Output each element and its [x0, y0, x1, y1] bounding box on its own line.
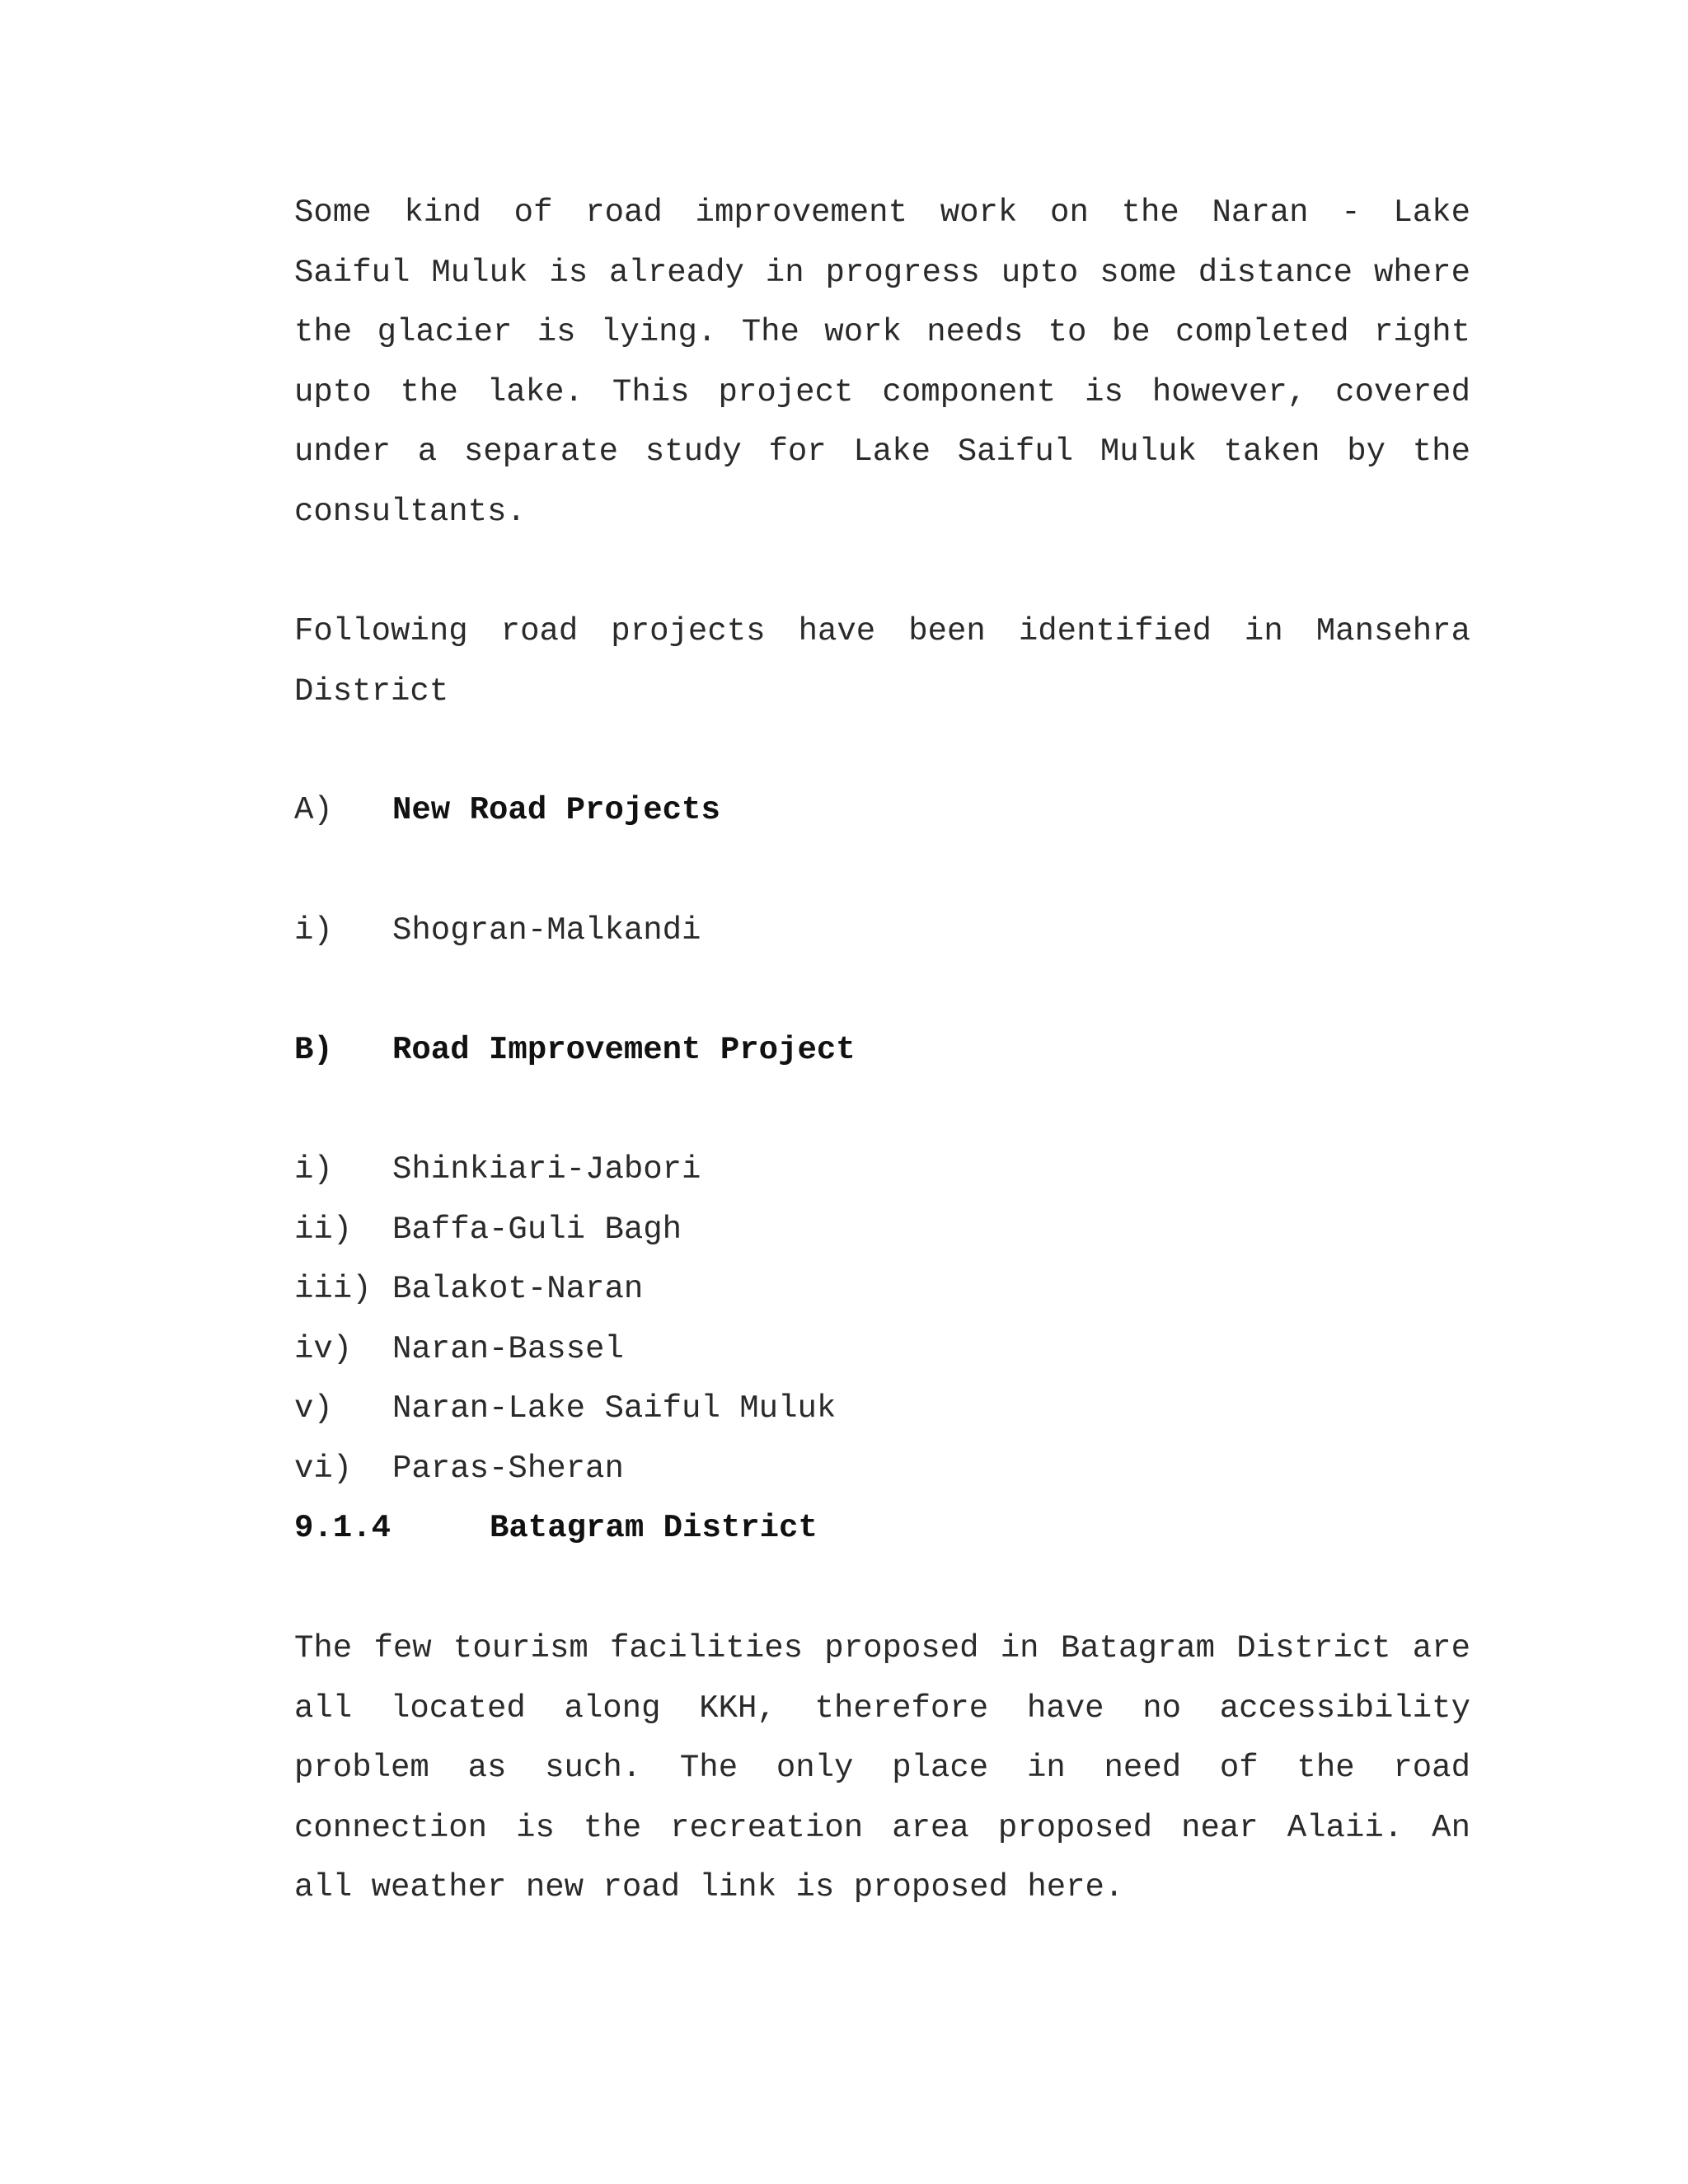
- section-b-item-text: Paras-Sheran: [392, 1451, 624, 1487]
- paragraph-batagram: The few tourism facilities proposed in Batagram District are all located along KKH, therefore have no accessibility problem as such. The only place in need of the road connection is the recreation area proposed near Alaii. An all weather new road link is proposed here.: [294, 1630, 1470, 1905]
- section-b-item-text: Baffa-Guli Bagh: [392, 1212, 682, 1248]
- section-b-item-text: Balakot-Naran: [392, 1271, 644, 1307]
- section-a-title: New Road Projects: [392, 792, 720, 828]
- section-a-marker: A): [294, 792, 333, 828]
- paragraph-naran-lake-road: Some kind of road improvement work on the Naran - Lake Saiful Muluk is already in progress upto some distance where the glacier is lying. The work needs to be completed right upto the lake. This project component is however, covered under a separate study for Lake Saiful Muluk taken by the consultants.: [294, 194, 1470, 530]
- section-b-marker: B): [294, 1032, 333, 1068]
- section-b-title: Road Improvement Project: [392, 1032, 856, 1068]
- section-b-item-text: Naran-Lake Saiful Muluk: [392, 1390, 837, 1427]
- section-b-item-marker: iv): [294, 1331, 353, 1367]
- section-a-item-marker: i): [294, 912, 333, 949]
- section-b-item-marker: i): [294, 1151, 333, 1188]
- section-heading: Batagram District: [490, 1510, 818, 1546]
- paragraph-mansehra-projects: Following road projects have been identified in Mansehra District: [294, 613, 1470, 710]
- section-b-item-text: Naran-Bassel: [392, 1331, 624, 1367]
- section-b-item-marker: vi): [294, 1451, 353, 1487]
- section-b-item-marker: iii): [294, 1271, 372, 1307]
- section-a-item-text: Shogran-Malkandi: [392, 912, 701, 949]
- section-b-item-text: Shinkiari-Jabori: [392, 1151, 701, 1188]
- section-b-item-marker: v): [294, 1390, 333, 1427]
- section-number: 9.1.4: [294, 1510, 392, 1546]
- section-b-item-marker: ii): [294, 1212, 353, 1248]
